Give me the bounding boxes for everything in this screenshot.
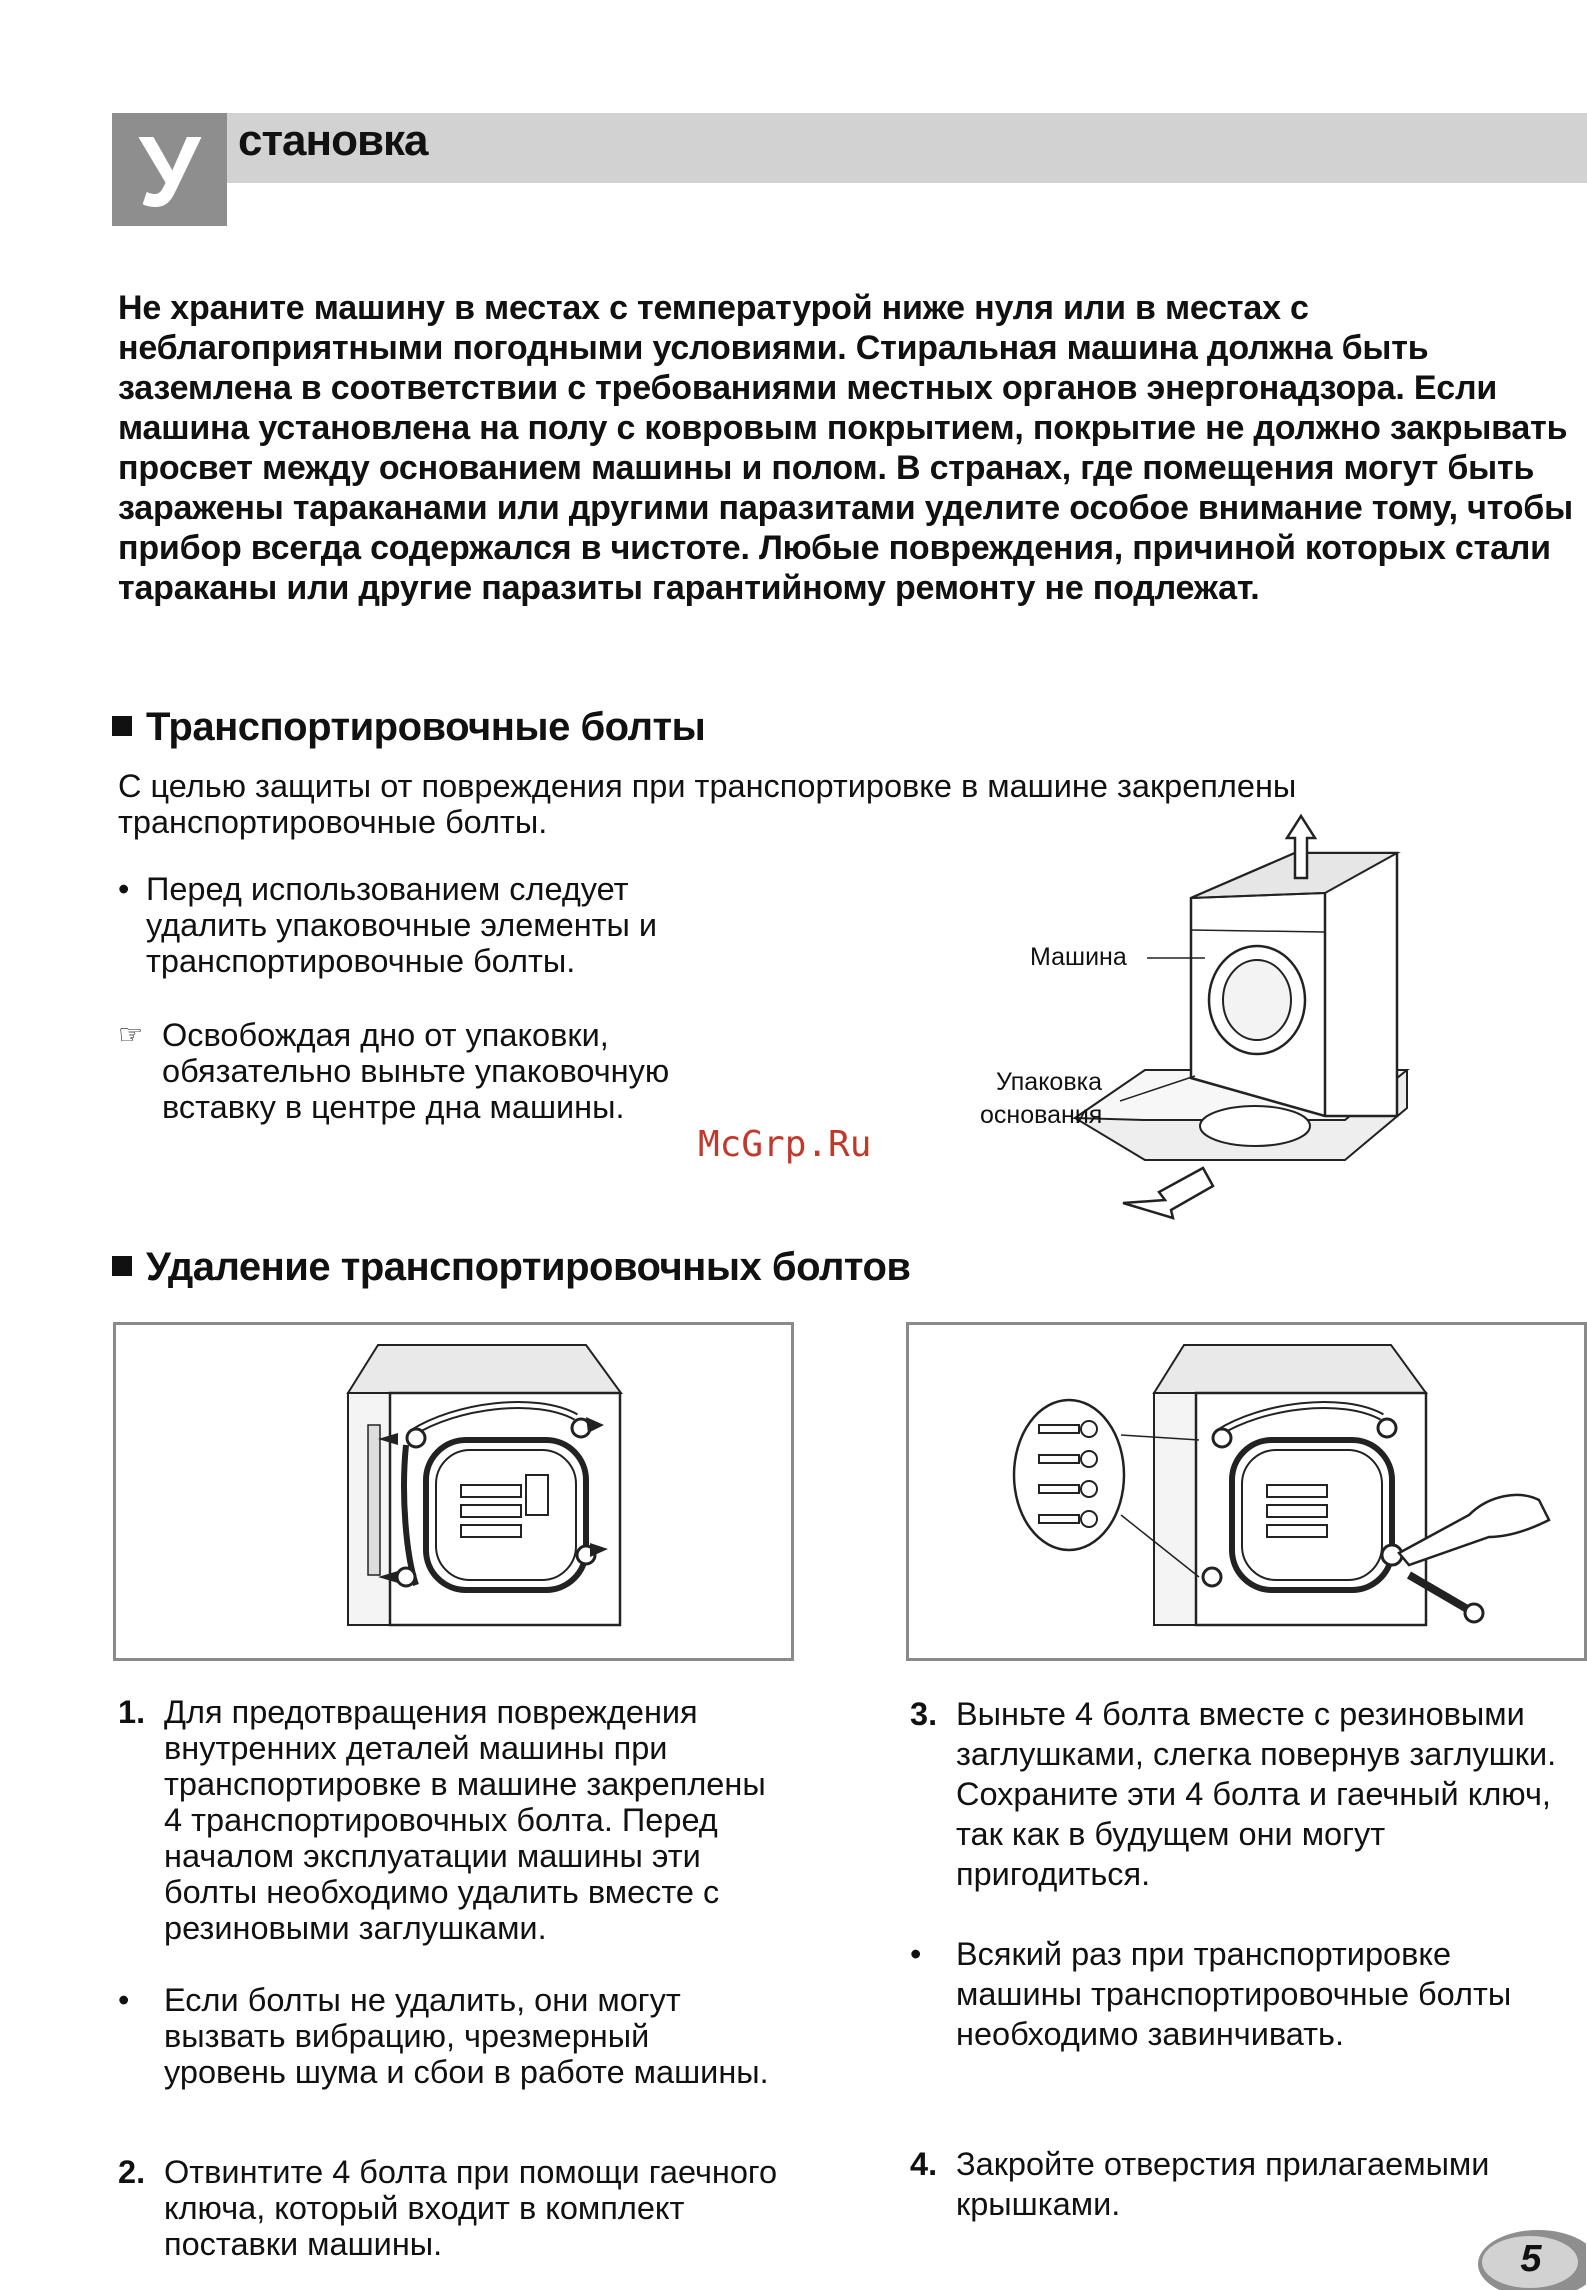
pointing-hand-icon: ☞ [118, 1019, 144, 1050]
step-2 [118, 2154, 778, 2262]
bullet-vibration-text: Если болты не удалить, они могут вызвать вибрацию, чрезмерный уровень шума и сбои в работе машины. [164, 1982, 769, 2090]
transport-bolts-heading-text: Транспортировочные болты [146, 705, 706, 749]
figure-bolts-removed [906, 1322, 1587, 1661]
label-base-line1: Упаковка [996, 1068, 1102, 1096]
step-1-text: Для предотвращения повреждения внутренних деталей машины при транспортировке в машине закреплены 4 транспортировочных болта. Перед началом эксплуатации машины эти болты необходимо удалить вместе с резиновыми заглушками. [164, 1694, 766, 1946]
step-2-number: 2. [118, 2154, 146, 2190]
step-3-text: Выньте 4 болта вместе с резиновыми заглушками, слегка повернув заглушки. Сохраните эти 4 болта и гаечный ключ, так как в будущем они могут пригодиться. [956, 1696, 1557, 1892]
transport-bolts-heading [112, 705, 705, 750]
step-3 [910, 1694, 1582, 1894]
step-3-number: 3. [910, 1696, 938, 1732]
bolt-removal-heading-text: Удаление транспортировочных болтов [146, 1245, 911, 1289]
bullet-transport-again-text: Всякий раз при транспортировке машины транспортировочные болты необходимо завинчивать. [956, 1936, 1512, 2052]
page-title: становка [238, 116, 428, 165]
bullet-transport-again [910, 1934, 1582, 2054]
square-bullet-icon [112, 1256, 132, 1276]
bullet-dot: • [118, 1982, 130, 2018]
removed-bolts-callout [1014, 1400, 1124, 1550]
bullet-dot: • [910, 1936, 922, 1972]
bullet-dot: • [118, 871, 130, 907]
transport-intro: С целью защиты от повреждения при транспортировке в машине закреплены транспортировочные болты. [118, 768, 1297, 840]
label-machine: Машина [1030, 943, 1127, 971]
label-base-line2: основания [980, 1101, 1103, 1129]
transport-note [118, 1017, 698, 1125]
pull-out-arrow-icon [1123, 1168, 1213, 1218]
watermark: McGrp.Ru [698, 1124, 872, 1165]
transport-bullet-text: Перед использованием следует удалить упаковочные элементы и транспортировочные болты. [146, 871, 658, 979]
transport-note-text: Освобождая дно от упаковки, обязательно выньте упаковочную вставку в центре дна машины. [162, 1017, 670, 1125]
transport-bullet [118, 871, 698, 979]
step-4 [910, 2144, 1582, 2224]
bullet-vibration [118, 1982, 778, 2090]
step-2-text: Отвинтите 4 болта при помощи гаечного ключа, который входит в комплект поставки машины. [164, 2154, 778, 2262]
step-1-number: 1. [118, 1694, 146, 1730]
page-number: 5 [1520, 2238, 1542, 2280]
square-bullet-icon [112, 716, 132, 736]
warning-paragraph: Не храните машину в местах с температурой ниже нуля или в местах с неблагоприятными погодными условиями. Стиральная машина должна быть заземлена в соответствии с требованиями местных органов энергонадзора. Если машина установлена на полу с ковровым покрытием, покрытие не должно закрывать просвет между основанием машины и полом. В странах, где помещения могут быть заражены тараканами или другими паразитами уделите особое внимание тому, чтобы прибор всегда содержался в чистоте. Любые повреждения, причиной которых стали тараканы или другие паразиты гарантийному ремонту не подлежат. [118, 289, 1573, 607]
machine-on-base-illustration [965, 808, 1425, 1228]
step-4-number: 4. [910, 2146, 938, 2182]
figure-bolts-location [113, 1322, 794, 1661]
step-1 [118, 1694, 778, 1946]
bolt-removal-heading [112, 1245, 911, 1290]
header-initial-letter: У [112, 113, 227, 226]
step-4-text: Закройте отверстия прилагаемыми крышками. [956, 2146, 1490, 2222]
